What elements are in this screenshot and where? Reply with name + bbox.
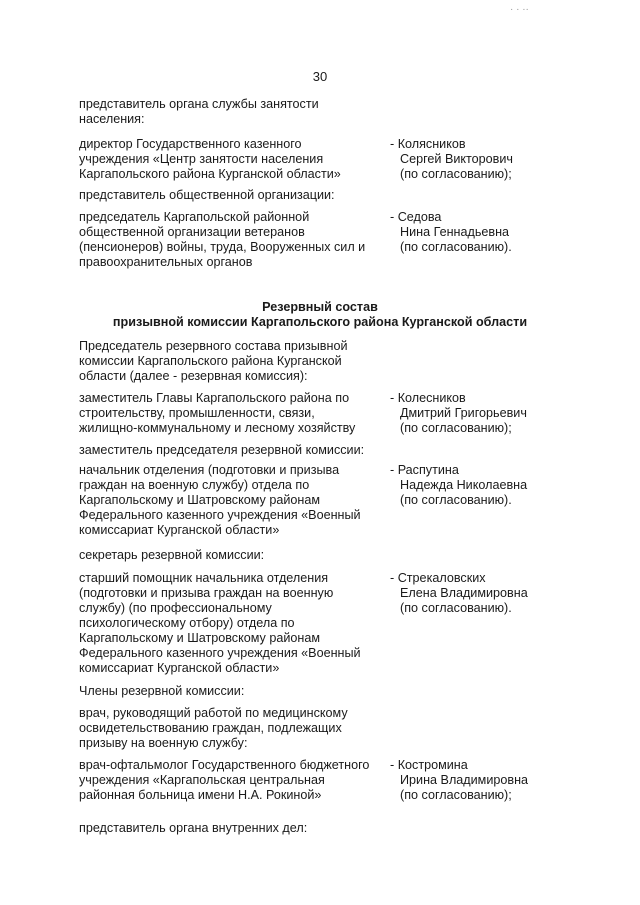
text-line: начальник отделения (подготовки и призыва (79, 463, 340, 477)
name-line: (по согласованию). (400, 493, 512, 507)
text-line: освидетельствованию граждан, подлежащих (79, 721, 342, 735)
name-line: - Распутина (390, 463, 459, 477)
name-line: (по согласованию). (400, 240, 512, 254)
text-line: комиссариат Курганской области» (79, 523, 280, 537)
name-line: Ирина Владимировна (400, 773, 529, 787)
reserve-chair-intro (79, 339, 347, 384)
text-line: комиссии Каргапольского района Курганской (79, 354, 342, 368)
text-line: учреждения «Центр занятости населения (79, 152, 324, 166)
name-line: - Костромина (390, 758, 468, 772)
employment-director-position (79, 137, 389, 182)
text-line: представитель общественной организации: (79, 188, 335, 202)
text-line: (пенсионеров) войны, труда, Вооруженных сил и (79, 240, 366, 254)
reserve-members-role (79, 684, 244, 699)
text-line: представитель органа внутренних дел: (79, 821, 308, 835)
veterans-chair-position (79, 210, 389, 270)
text-line: Каргапольскому и Шатровскому районам (79, 631, 321, 645)
text-line: Каргапольскому и Шатровскому районам (79, 493, 321, 507)
police-role (79, 821, 307, 836)
reserve-deputy-position (79, 463, 389, 538)
page-number: 30 (312, 69, 328, 84)
ophthalmologist-name (390, 758, 590, 803)
text-line: председатель Каргапольской районной (79, 210, 310, 224)
text-line: общественной организации ветеранов (79, 225, 305, 239)
text-line: заместитель председателя резервной комиссии: (79, 443, 365, 457)
name-line: - Седова (390, 210, 442, 224)
name-line: Нина Геннадьевна (400, 225, 510, 239)
medical-lead-role (79, 706, 348, 751)
text-line: жилищно-коммунальному и лесному хозяйству (79, 421, 356, 435)
name-line: Дмитрий Григорьевич (400, 406, 527, 420)
text-line: службу) (по профессиональному (79, 601, 272, 615)
name-line: (по согласованию); (400, 167, 512, 181)
text-line: Члены резервной комиссии: (79, 684, 245, 698)
text-line: Каргапольского района Курганской области» (79, 167, 341, 181)
reserve-heading (0, 300, 640, 330)
text-line: старший помощник начальника отделения (79, 571, 329, 585)
name-line: Елена Владимировна (400, 586, 528, 600)
reserve-secretary-position (79, 571, 389, 676)
text-line: строительству, промышленности, связи, (79, 406, 315, 420)
reserve-deputy-name (390, 463, 590, 508)
reserve-chair-name (390, 391, 590, 436)
text-line: районная больница имени Н.А. Рокиной» (79, 788, 322, 802)
text-line: представитель органа службы занятости (79, 97, 319, 111)
name-line: - Стрекаловских (390, 571, 486, 585)
text-line: врач-офтальмолог Государственного бюджетного (79, 758, 370, 772)
text-line: Федерального казенного учреждения «Военный (79, 508, 361, 522)
veterans-chair-name (390, 210, 590, 255)
reserve-secretary-name (390, 571, 590, 616)
reserve-secretary-role (79, 548, 264, 563)
public-org-role (79, 188, 335, 203)
text-line: учреждения «Каргапольская центральная (79, 773, 325, 787)
text-line: области (далее - резервная комиссия): (79, 369, 308, 383)
text-line: заместитель Главы Каргапольского района по (79, 391, 350, 405)
scan-mark: · · ·· (510, 4, 529, 15)
employment-service-role (79, 97, 319, 127)
employment-director-name (390, 137, 590, 182)
heading-line: призывной комиссии Каргапольского района Курганской области (112, 315, 528, 329)
name-line: - Колесников (390, 391, 466, 405)
text-line: призыву на военную службу: (79, 736, 248, 750)
text-line: психологическому отбору) отдела по (79, 616, 295, 630)
name-line: Надежда Николаевна (400, 478, 528, 492)
reserve-deputy-role (79, 443, 364, 458)
name-line: (по согласованию); (400, 788, 512, 802)
text-line: населения: (79, 112, 145, 126)
text-line: Федерального казенного учреждения «Военный (79, 646, 361, 660)
text-line: комиссариат Курганской области» (79, 661, 280, 675)
name-line: Сергей Викторович (400, 152, 513, 166)
text-line: правоохранительных органов (79, 255, 253, 269)
name-line: - Колясников (390, 137, 466, 151)
name-line: (по согласованию). (400, 601, 512, 615)
text-line: врач, руководящий работой по медицинскому (79, 706, 348, 720)
text-line: Председатель резервного состава призывной (79, 339, 348, 353)
heading-line: Резервный состав (262, 300, 378, 314)
text-line: секретарь резервной комиссии: (79, 548, 265, 562)
text-line: (подготовки и призыва граждан на военную (79, 586, 334, 600)
text-line: директор Государственного казенного (79, 137, 302, 151)
text-line: граждан на военную службу) отдела по (79, 478, 310, 492)
reserve-chair-position (79, 391, 389, 436)
name-line: (по согласованию); (400, 421, 512, 435)
ophthalmologist-position (79, 758, 389, 803)
